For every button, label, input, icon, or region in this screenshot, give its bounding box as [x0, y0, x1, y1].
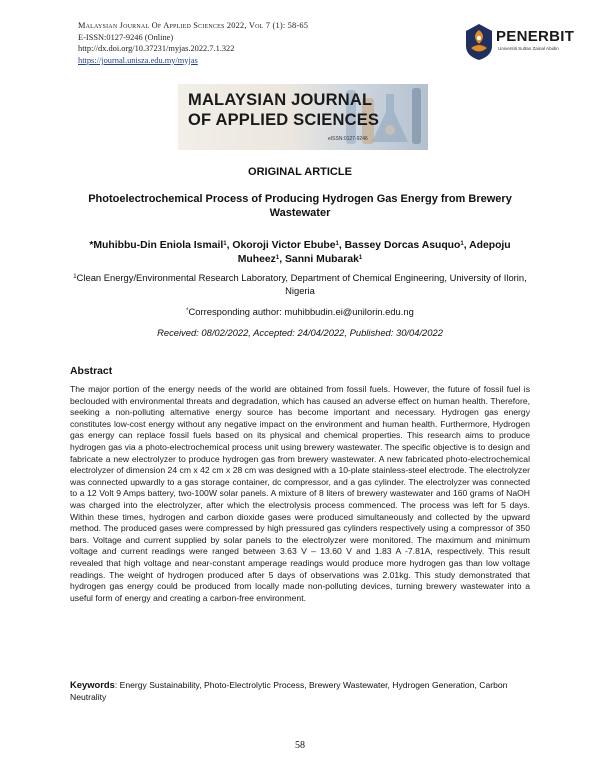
- author-separator: ,: [463, 240, 470, 251]
- journal-banner: [178, 84, 428, 150]
- abstract-heading: Abstract: [70, 366, 113, 377]
- corresponding-author: [0, 306, 600, 317]
- author-name: Okoroji Victor Ebube: [232, 240, 336, 251]
- banner-title-line1: MALAYSIAN JOURNAL: [188, 91, 373, 109]
- corresponding-text: Corresponding author: muhibbudin.ei@unilorin.edu.ng: [188, 306, 414, 317]
- author-name: Adepoju Muheez: [237, 240, 511, 265]
- author-name: Bassey Dorcas Asuquo: [344, 240, 461, 251]
- abstract-body: The major portion of the energy needs of the world are obtained from fossil fuels. However, the future of fossil fuel is beclouded with environmental threats and degradation, which has caused an adverse effect on human health. Therefore, seeking a non-polluting alternative energy source has become important and necessary. Hydrogen gas energy constitutes low-cost energy without any negative impact on the environment and human health. Furthermore, Hydrogen gas energy can replace fossil fuels based on its physical and chemical properties. This research aims to produce hydrogen gas via a photo-electrochemical process unit using brewery wastewater. The specific objective is to design and fabricate a new electrolyzer to produce hydrogen gas from brewery wastewater. A new fabricated photo-electrochemical electrolyzer of dimension 24 cm x 42 cm x 28 cm was designed with a 10-plate stainless-steel electrode. The electrolyzer was connected upwardly to a gas storage container, dc compressor, and a gas cylinder. The electrolyzer was connected to a 12 Volt 9 Amps battery, two-100W solar panels. A mixture of 8 liters of brewery wastewater and 160 grams of NaOH was charged into the electrolyzer, after which the electrolysis process commenced. The process was left for 5 days. Within these times, hydrogen and carbon dioxide gases were produced simultaneously and collected by the upward method. The produced gases were compressed by high pressured gas cylinders respectively using a compressor of 350 bars. Voltage and current supplied by solar panels to the electrolyzer were monitored. The maximum and minimum voltage and current readings were ranged between 3.63 V – 13.60 V and 1.83 A -7.81A, respectively. This result revealed that high voltage and near-constant amperage readings would produce more hydrogen gas than low voltage readings. The weight of hydrogen produced after 5 days of observations was 2.01kg. This study demonstrated that hydrogen gas energy could be produced from locally made non-polluting devices, turning brewery wastewater into a useful form of energy and creating a carbon-free environment.: [70, 384, 530, 603]
- publisher-emblem-icon: [462, 22, 496, 62]
- author-affiliation-mark: 1: [358, 255, 363, 261]
- author-name: Sanni Mubarak: [284, 254, 359, 265]
- publisher-logo: [462, 20, 574, 66]
- affiliation-mark: 1: [73, 274, 77, 280]
- article-type: ORIGINAL ARTICLE: [248, 166, 352, 178]
- keywords: [70, 679, 530, 703]
- publisher-subtitle: Universiti Sultan Zainal Abidin: [498, 46, 559, 51]
- page-number: 58: [295, 740, 305, 751]
- author-affiliation-mark: 1: [275, 255, 280, 261]
- author-name: *Muhibbu-Din Eniola Ismail: [89, 240, 224, 251]
- affiliation-text: Clean Energy/Environmental Research Laboratory, Department of Chemical Engineering, University of Ilorin, Nigeria: [76, 272, 527, 296]
- publisher-name: PENERBIT: [496, 28, 575, 45]
- journal-meta: [78, 20, 308, 66]
- doi-link[interactable]: http://dx.doi.org/10.37231/myjas.2022.7.1.322: [78, 44, 235, 54]
- journal-citation: Malaysian Journal Of Applied Sciences 2022, Vol 7 (1): 58-65: [78, 21, 309, 30]
- keywords-text: : Energy Sustainability, Photo-Electrolytic Process, Brewery Wastewater, Hydrogen Generation, Carbon Neutrality: [70, 680, 508, 702]
- author-separator: ,: [226, 240, 233, 251]
- author-separator: ,: [279, 254, 285, 265]
- author-list: [75, 239, 525, 267]
- publication-dates: Received: 08/02/2022, Accepted: 24/04/2022, Published: 30/04/2022: [157, 327, 443, 338]
- journal-eissn: E-ISSN:0127-9246 (Online): [78, 32, 174, 42]
- affiliation: [72, 271, 528, 297]
- article-title: Photoelectrochemical Process of Producing Hydrogen Gas Energy from Brewery Wastewater: [88, 193, 512, 219]
- banner-issn: eISSN:0127-9246: [328, 136, 368, 142]
- author-separator: ,: [338, 240, 345, 251]
- author-affiliation-mark: 1: [223, 241, 227, 247]
- author-affiliation-mark: 1: [460, 241, 464, 247]
- author-affiliation-mark: 1: [335, 241, 339, 247]
- keywords-label: Keywords: [70, 679, 115, 690]
- journal-url-link[interactable]: https://journal.unisza.edu.my/myjas: [78, 55, 198, 65]
- corresponding-mark: *: [186, 308, 189, 314]
- banner-title-line2: OF APPLIED SCIENCES: [188, 111, 380, 129]
